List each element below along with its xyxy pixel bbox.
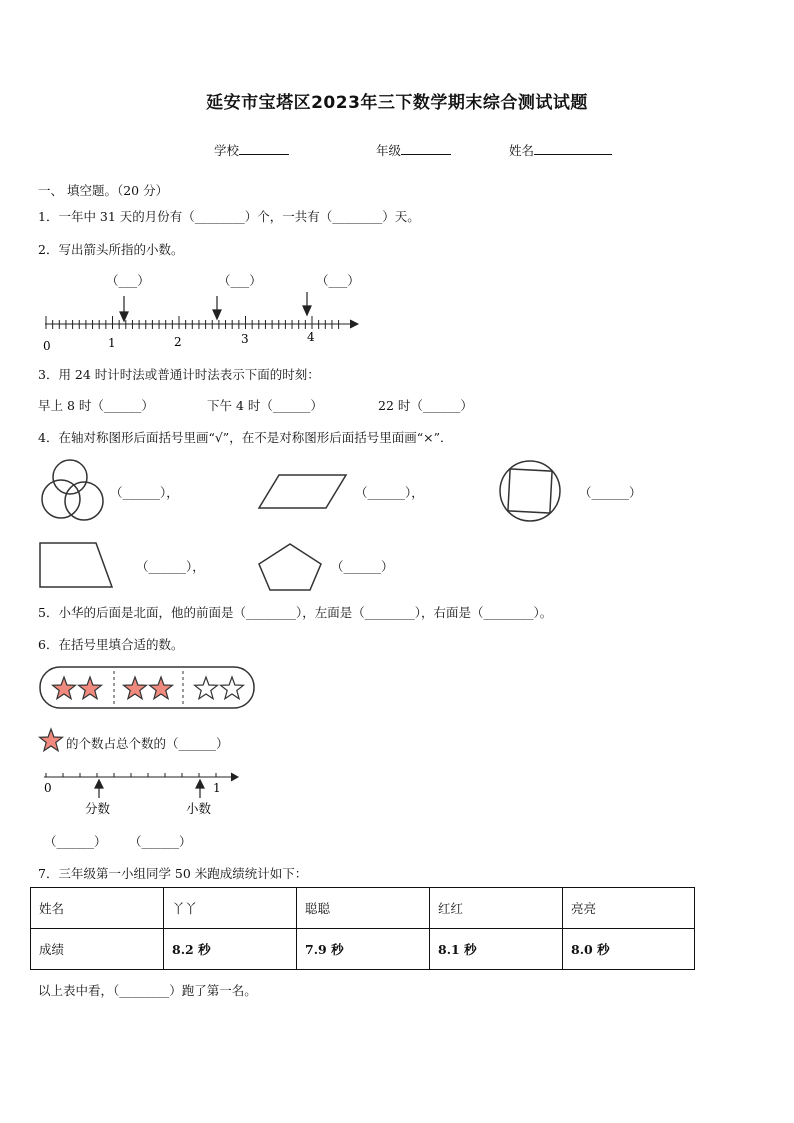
q6-start-label: 0 [44, 781, 52, 795]
q2-tick-0: 0 [43, 339, 51, 353]
q2-tick-1: 1 [108, 336, 116, 350]
table-cell: 8.1 秒 [430, 929, 563, 970]
page-title: 延安市宝塔区2023年三下数学期末综合测试试题 [206, 93, 588, 113]
q3-item-1[interactable]: 早上 8 时（______） [38, 398, 154, 413]
q6-answer-1[interactable]: （______） [44, 834, 107, 849]
q6-end-label: 1 [213, 781, 221, 795]
question-4: 4．在轴对称图形后面括号里画“√”，在不是对称图形后面括号里面画“×”． [38, 430, 453, 445]
q4-blank-2[interactable]: （______）， [355, 485, 424, 500]
section-heading: 一、 填空题。（20 分） [38, 183, 169, 198]
table-row [31, 929, 695, 970]
question-7-followup: 以上表中看，（________）跑了第一名。 [38, 983, 257, 998]
question-5: 5．小华的后面是北面，他的前面是（________），左面是（________），右面是（________）。 [38, 605, 553, 620]
q6-answer-2[interactable]: （______） [129, 834, 192, 849]
table-cell: 姓名 [31, 888, 164, 929]
q2-blank-3[interactable]: （___） [316, 273, 360, 288]
grade-label: 年级 [376, 143, 402, 158]
q2-blank-2[interactable]: （___） [218, 273, 262, 288]
q2-tick-2: 2 [174, 335, 182, 349]
table-cell: 红红 [430, 888, 563, 929]
table-cell: 亮亮 [563, 888, 695, 929]
q3-item-3[interactable]: 22 时（______） [378, 398, 473, 413]
q6-fraction-label: 分数 [85, 801, 111, 816]
table-cell: 7.9 秒 [297, 929, 430, 970]
question-7: 7．三年级第一小组同学 50 米跑成绩统计如下： [38, 866, 308, 881]
table-cell: 成绩 [31, 929, 164, 970]
name-label: 姓名 [509, 143, 535, 158]
q4-blank-4[interactable]: （______）， [136, 559, 205, 574]
question-1: 1．一年中 31 天的月份有（________）个，一共有（________）天。 [38, 209, 420, 224]
q4-blank-5[interactable]: （______） [331, 559, 394, 574]
q3-item-2[interactable]: 下午 4 时（______） [207, 398, 323, 413]
table-cell: 丫丫 [164, 888, 297, 929]
q6-arrows [95, 780, 204, 798]
question-6: 6．在括号里填合适的数。 [38, 637, 184, 652]
table-cell: 8.0 秒 [563, 929, 695, 970]
q6-decimal-label: 小数 [186, 801, 212, 816]
q2-blank-1[interactable]: （___） [106, 273, 150, 288]
question-3: 3．用 24 时计时法或普通计时法表示下面的时刻： [38, 367, 320, 382]
q4-blank-3[interactable]: （______） [579, 485, 642, 500]
school-label: 学校 [214, 143, 240, 158]
table-cell: 8.2 秒 [164, 929, 297, 970]
q2-tick-3: 3 [241, 332, 249, 346]
score-table [30, 887, 695, 970]
question-2: 2．写出箭头所指的小数。 [38, 242, 184, 257]
q6-star-text: 的个数占总个数的（______） [66, 736, 229, 751]
table-cell: 聪聪 [297, 888, 430, 929]
q4-blank-1[interactable]: （______）， [110, 485, 179, 500]
table-row [31, 888, 695, 929]
q2-tick-4: 4 [307, 330, 315, 344]
